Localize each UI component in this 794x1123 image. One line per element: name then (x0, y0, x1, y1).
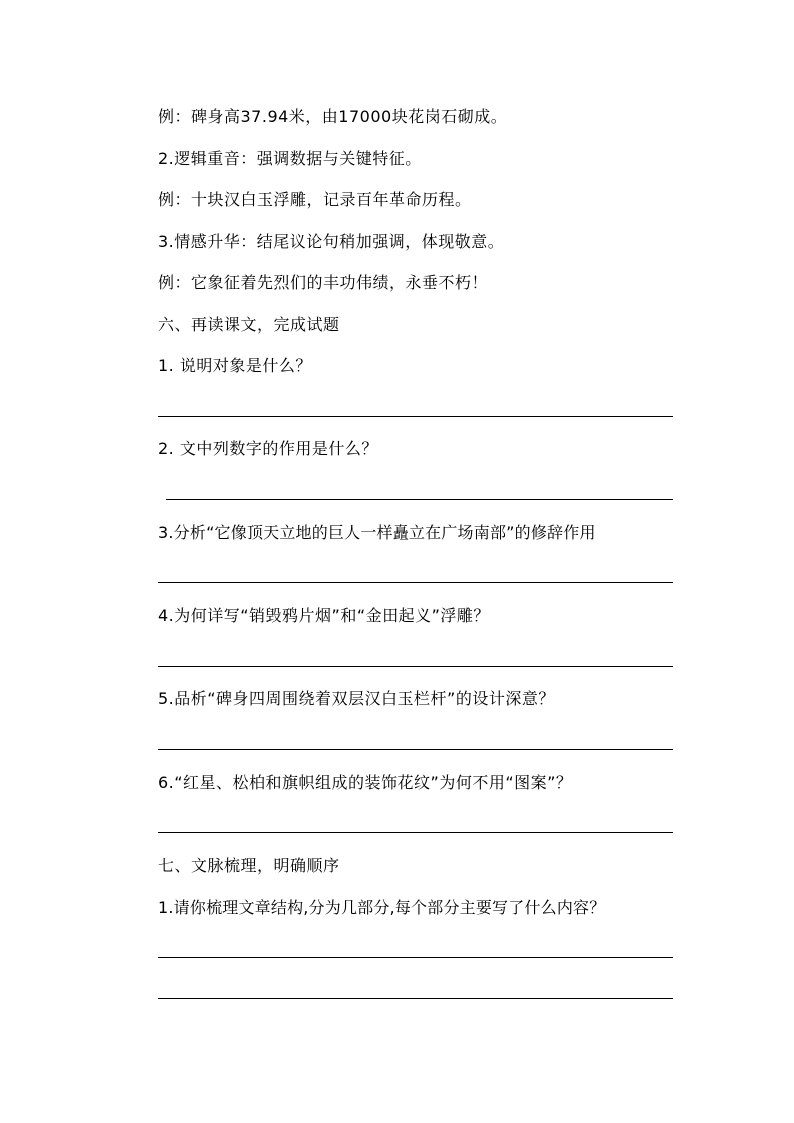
answer-line[interactable] (158, 832, 673, 833)
question-1: 1. 说明对象是什么？ (158, 356, 312, 375)
question-3: 3.分析“它像顶天立地的巨人一样矗立在广场南部”的修辞作用 (158, 523, 596, 542)
question-5: 5.品析“碑身四周围绕着双层汉白玉栏杆”的设计深意？ (158, 689, 555, 708)
question-4: 4.为何详写“销毁鸦片烟”和“金田起义”浮雕？ (158, 606, 490, 625)
answer-line[interactable] (158, 666, 673, 667)
point-paragraph: 2.逻辑重音：强调数据与关键特征。 (158, 149, 422, 168)
example-paragraph: 例：十块汉白玉浮雕，记录百年革命历程。 (158, 190, 472, 209)
point-paragraph: 3.情感升华：结尾议论句稍加强调，体现敬意。 (158, 232, 505, 251)
question-2: 2. 文中列数字的作用是什么？ (158, 439, 378, 458)
answer-line[interactable] (158, 749, 673, 750)
answer-line[interactable] (158, 416, 673, 417)
answer-line[interactable] (158, 998, 673, 999)
section-heading-7: 七、文脉梳理，明确顺序 (158, 856, 340, 875)
question-7-1: 1.请你梳理文章结构,分为几部分,每个部分主要写了什么内容？ (158, 898, 606, 917)
question-6: 6.“红星、松柏和旗帜组成的装饰花纹”为何不用“图案”？ (158, 773, 573, 792)
answer-line[interactable] (158, 582, 673, 583)
answer-line[interactable] (166, 499, 673, 500)
section-heading-6: 六、再读课文，完成试题 (158, 315, 340, 334)
example-paragraph: 例：它象征着先烈们的丰功伟绩，永垂不朽！ (158, 273, 489, 292)
example-paragraph: 例：碑身高37.94米，由17000块花岗石砌成。 (158, 107, 508, 126)
answer-line[interactable] (158, 957, 673, 958)
